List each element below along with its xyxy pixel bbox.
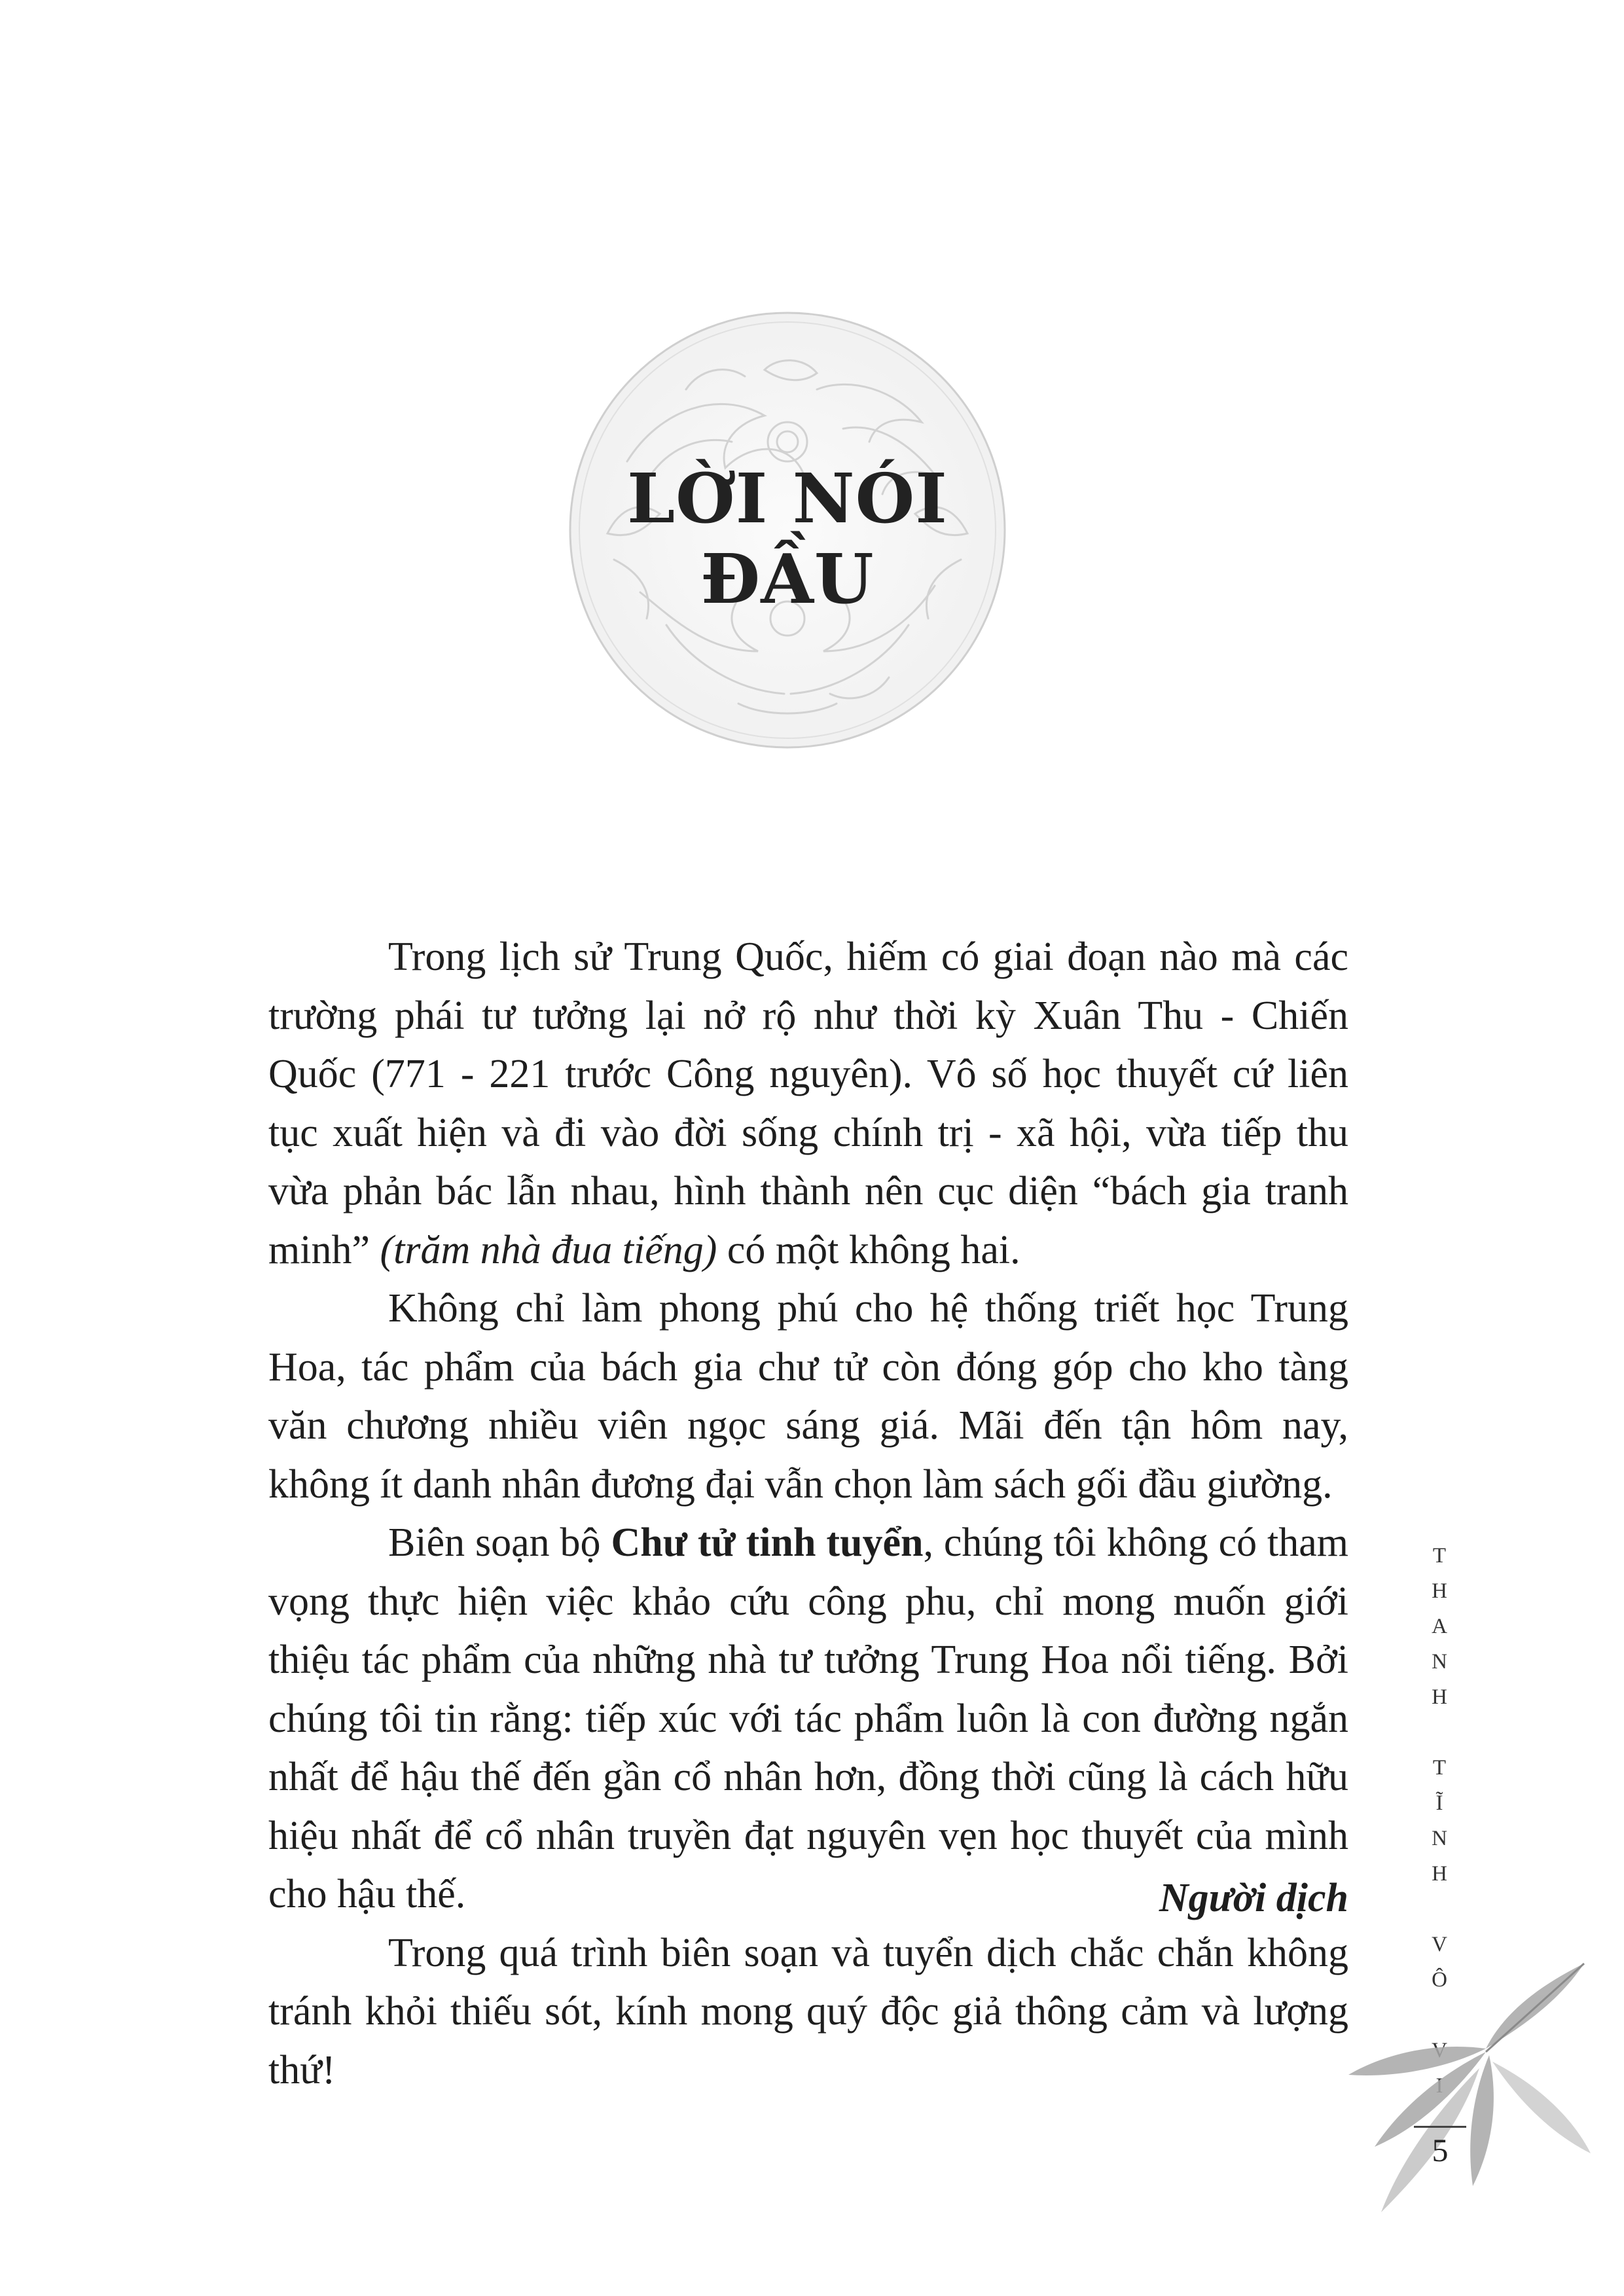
paragraph-run: Chư tử tinh tuyển [611, 1520, 924, 1565]
vertical-author-letter: T [1432, 1756, 1447, 1780]
paragraph-run: Trong quá trình biên soạn và tuyển dịch chắc chắn không tránh khỏi thiếu sót, kính mong quý độc giả thông cảm và lượng thứ! [268, 1930, 1348, 2092]
signature: Người dịch [1159, 1876, 1348, 1920]
vertical-author-letter: T [1432, 1544, 1447, 1568]
paragraph [268, 928, 1348, 1280]
preface-body [268, 928, 1348, 2100]
vertical-author-letter: H [1432, 1579, 1447, 1603]
page-title: LỜI NÓI ĐẦU [627, 458, 948, 619]
vertical-author-letter: V [1432, 1933, 1447, 1956]
vertical-author-letter: N [1432, 1827, 1447, 1850]
bamboo-leaf-icon [1322, 1937, 1604, 2278]
paragraph [268, 1924, 1348, 2100]
vertical-author-letter: A [1432, 1615, 1447, 1638]
vertical-author-letter [1423, 1715, 1456, 1750]
paragraph [268, 1514, 1348, 1924]
vertical-author-letter: Ĩ [1435, 1791, 1443, 1815]
vertical-author-letter [1423, 1892, 1456, 1927]
page-number: 5 [1432, 2132, 1449, 2168]
paragraph-run: Không chỉ làm phong phú cho hệ thống triết học Trung Hoa, tác phẩm của bách gia chư tử còn đóng góp cho kho tàng văn chương nhiều viên ngọc sáng giá. Mãi đến tận hôm nay, không ít danh nhân đương đại vẫn chọn làm sách gối đầu giường. [268, 1286, 1348, 1507]
paragraph-run: có một không hai. [717, 1227, 1020, 1272]
vertical-author-letter: H [1432, 1685, 1447, 1709]
page-number-rule [1414, 2126, 1466, 2128]
vertical-author-letter: Ô [1432, 1968, 1447, 1992]
paragraph-run: (trăm nhà đua tiếng) [380, 1227, 717, 1272]
vertical-author-letter: H [1432, 1862, 1447, 1886]
paragraph [268, 1280, 1348, 1514]
paragraph-run: Trong lịch sử Trung Quốc, hiếm có giai đoạn nào mà các trường phái tư tưởng lại nở rộ như thời kỳ Xuân Thu - Chiến Quốc (771 - 221 trước Công nguyên). Vô số học thuyết cứ liên tục xuất hiện và đi vào đời sống chính trị - xã hội, vừa tiếp thu vừa phản bác lẫn nhau, hình thành nên cục diện “bách gia tranh minh” [268, 935, 1348, 1272]
paragraph-run: , chúng tôi không có tham vọng thực hiện việc khảo cứu công phu, chỉ mong muốn giới thiệu tác phẩm của những nhà tư tưởng Trung Hoa nổi tiếng. Bởi chúng tôi tin rằng: tiếp xúc với tác phẩm luôn là con đường ngắn nhất để hậu thế đến gần cổ nhân hơn, đồng thời cũng là cách hữu hiệu nhất để cổ nhân truyền đạt nguyên vẹn học thuyết của mình cho hậu thế. [268, 1520, 1349, 1916]
vertical-author-letter: N [1432, 1650, 1447, 1674]
paragraph-run: Biên soạn bộ [388, 1520, 611, 1565]
